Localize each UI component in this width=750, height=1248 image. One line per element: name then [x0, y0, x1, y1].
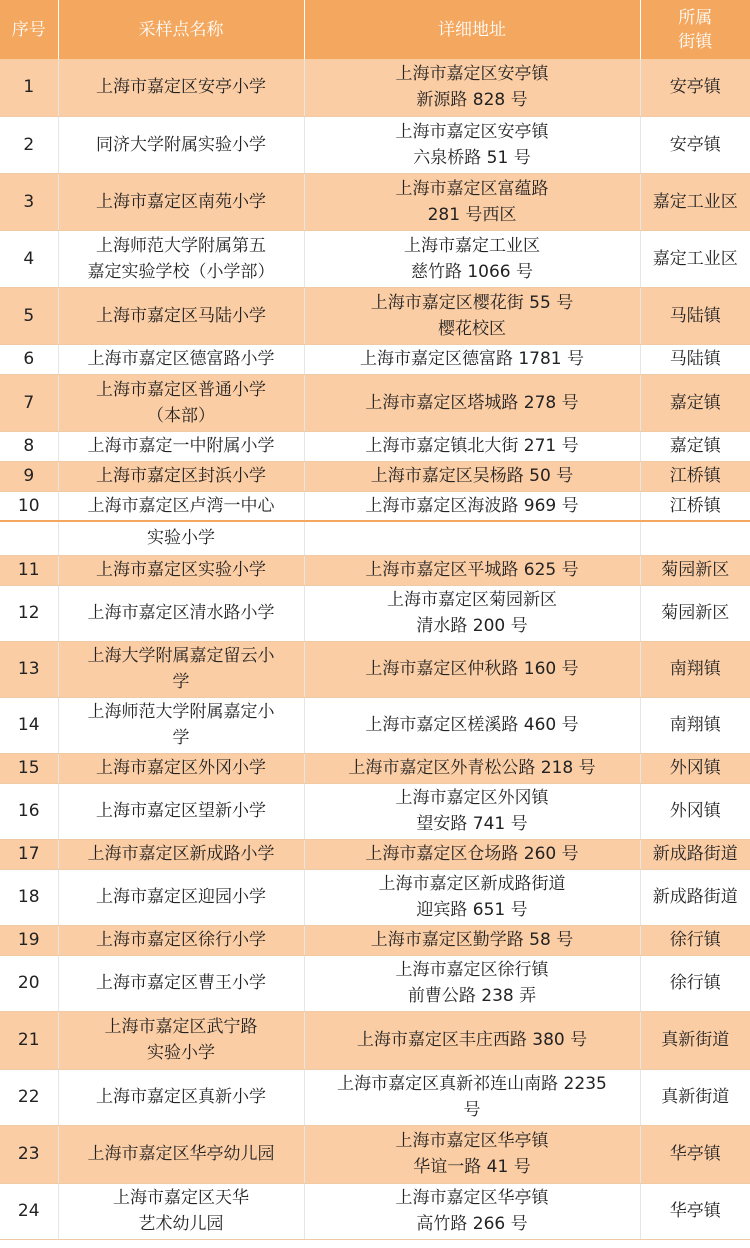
cell-address: 上海市嘉定区樱花街 55 号 樱花校区 — [304, 287, 640, 344]
cell-site-name: 上海市嘉定区新成路小学 — [58, 839, 304, 869]
table-header-row — [0, 0, 750, 59]
cell-address: 上海市嘉定区仓场路 260 号 — [304, 839, 640, 869]
table-row — [0, 783, 750, 839]
cell-town: 南翔镇 — [640, 697, 750, 753]
cell-serial: 24 — [0, 1183, 58, 1239]
table-row — [0, 491, 750, 521]
table-row — [0, 555, 750, 585]
table-row — [0, 955, 750, 1011]
table-body — [0, 59, 750, 1239]
cell-site-name: 上海市嘉定区徐行小学 — [58, 925, 304, 955]
cell-site-name: 上海市嘉定区实验小学 — [58, 555, 304, 585]
cell-address: 上海市嘉定区徐行镇 前曹公路 238 弄 — [304, 955, 640, 1011]
cell-town: 安亭镇 — [640, 59, 750, 116]
cell-serial: 2 — [0, 116, 58, 173]
cell-serial: 13 — [0, 641, 58, 697]
header-address: 详细地址 — [304, 0, 640, 59]
cell-site-name: 上海市嘉定区封浜小学 — [58, 461, 304, 491]
cell-serial: 15 — [0, 753, 58, 783]
cell-serial: 22 — [0, 1069, 58, 1125]
cell-serial: 3 — [0, 173, 58, 230]
table-row — [0, 374, 750, 431]
table-row — [0, 1069, 750, 1125]
cell-address: 上海市嘉定区塔城路 278 号 — [304, 374, 640, 431]
cell-address: 上海市嘉定区德富路 1781 号 — [304, 344, 640, 374]
cell-town: 江桥镇 — [640, 491, 750, 521]
table-row — [0, 230, 750, 287]
table-row — [0, 839, 750, 869]
cell-town: 嘉定镇 — [640, 431, 750, 461]
cell-serial: 9 — [0, 461, 58, 491]
cell-site-name: 上海市嘉定区华亭幼儿园 — [58, 1125, 304, 1183]
cell-address: 上海市嘉定区菊园新区 清水路 200 号 — [304, 585, 640, 641]
cell-serial: 23 — [0, 1125, 58, 1183]
cell-address: 上海市嘉定区外冈镇 望安路 741 号 — [304, 783, 640, 839]
cell-site-name: 上海市嘉定区德富路小学 — [58, 344, 304, 374]
cell-site-name: 上海市嘉定区外冈小学 — [58, 753, 304, 783]
cell-serial: 19 — [0, 925, 58, 955]
cell-town — [640, 521, 750, 555]
table-row — [0, 925, 750, 955]
cell-town: 真新街道 — [640, 1011, 750, 1069]
cell-town: 安亭镇 — [640, 116, 750, 173]
header-town: 所属 街镇 — [640, 0, 750, 59]
cell-address: 上海市嘉定区外青松公路 218 号 — [304, 753, 640, 783]
cell-serial: 21 — [0, 1011, 58, 1069]
table-row — [0, 116, 750, 173]
cell-address: 上海市嘉定区富蕴路 281 号西区 — [304, 173, 640, 230]
cell-town: 马陆镇 — [640, 287, 750, 344]
cell-serial: 11 — [0, 555, 58, 585]
table-row — [0, 344, 750, 374]
cell-address: 上海市嘉定镇北大街 271 号 — [304, 431, 640, 461]
cell-address: 上海市嘉定区仲秋路 160 号 — [304, 641, 640, 697]
cell-site-name: 上海市嘉定区武宁路 实验小学 — [58, 1011, 304, 1069]
cell-serial: 10 — [0, 491, 58, 521]
header-serial: 序号 — [0, 0, 58, 59]
cell-town: 嘉定工业区 — [640, 173, 750, 230]
cell-serial: 1 — [0, 59, 58, 116]
cell-town: 徐行镇 — [640, 955, 750, 1011]
cell-address: 上海市嘉定区吴杨路 50 号 — [304, 461, 640, 491]
cell-address: 上海市嘉定区安亭镇 六泉桥路 51 号 — [304, 116, 640, 173]
cell-serial: 4 — [0, 230, 58, 287]
table-row — [0, 431, 750, 461]
cell-site-name: 上海市嘉定区迎园小学 — [58, 869, 304, 925]
table-row — [0, 461, 750, 491]
table-row — [0, 173, 750, 230]
cell-site-name: 上海市嘉定区真新小学 — [58, 1069, 304, 1125]
cell-town: 新成路街道 — [640, 869, 750, 925]
cell-address: 上海市嘉定区丰庄西路 380 号 — [304, 1011, 640, 1069]
cell-site-name: 实验小学 — [58, 521, 304, 555]
cell-address: 上海市嘉定区平城路 625 号 — [304, 555, 640, 585]
table-row — [0, 1011, 750, 1069]
cell-site-name: 上海市嘉定区曹王小学 — [58, 955, 304, 1011]
cell-site-name: 同济大学附属实验小学 — [58, 116, 304, 173]
cell-serial: 17 — [0, 839, 58, 869]
cell-site-name: 上海市嘉定区普通小学 （本部） — [58, 374, 304, 431]
cell-serial: 12 — [0, 585, 58, 641]
header-site-name: 采样点名称 — [58, 0, 304, 59]
cell-address: 上海市嘉定区华亭镇 高竹路 266 号 — [304, 1183, 640, 1239]
cell-site-name: 上海市嘉定一中附属小学 — [58, 431, 304, 461]
cell-town: 华亭镇 — [640, 1183, 750, 1239]
cell-address: 上海市嘉定区安亭镇 新源路 828 号 — [304, 59, 640, 116]
cell-town: 外冈镇 — [640, 783, 750, 839]
table-row — [0, 1183, 750, 1239]
cell-site-name: 上海师范大学附属第五 嘉定实验学校（小学部） — [58, 230, 304, 287]
cell-serial: 8 — [0, 431, 58, 461]
cell-site-name: 上海市嘉定区马陆小学 — [58, 287, 304, 344]
cell-site-name: 上海市嘉定区天华 艺术幼儿园 — [58, 1183, 304, 1239]
cell-site-name: 上海师范大学附属嘉定小 学 — [58, 697, 304, 753]
cell-town: 菊园新区 — [640, 585, 750, 641]
table-row — [0, 287, 750, 344]
table-row — [0, 641, 750, 697]
table-row — [0, 753, 750, 783]
table-row — [0, 585, 750, 641]
cell-serial: 7 — [0, 374, 58, 431]
table-row — [0, 869, 750, 925]
cell-address: 上海市嘉定区华亭镇 华谊一路 41 号 — [304, 1125, 640, 1183]
cell-address: 上海市嘉定区勤学路 58 号 — [304, 925, 640, 955]
cell-serial: 14 — [0, 697, 58, 753]
cell-town: 菊园新区 — [640, 555, 750, 585]
table-row — [0, 521, 750, 555]
cell-site-name: 上海大学附属嘉定留云小 学 — [58, 641, 304, 697]
cell-town: 外冈镇 — [640, 753, 750, 783]
table-row — [0, 697, 750, 753]
cell-site-name: 上海市嘉定区安亭小学 — [58, 59, 304, 116]
cell-address: 上海市嘉定区槎溪路 460 号 — [304, 697, 640, 753]
cell-serial: 18 — [0, 869, 58, 925]
cell-serial: 16 — [0, 783, 58, 839]
cell-site-name: 上海市嘉定区清水路小学 — [58, 585, 304, 641]
cell-site-name: 上海市嘉定区南苑小学 — [58, 173, 304, 230]
cell-address: 上海市嘉定工业区 慈竹路 1066 号 — [304, 230, 640, 287]
cell-town: 嘉定工业区 — [640, 230, 750, 287]
cell-site-name: 上海市嘉定区望新小学 — [58, 783, 304, 839]
cell-town: 真新街道 — [640, 1069, 750, 1125]
table-row — [0, 1125, 750, 1183]
cell-town: 马陆镇 — [640, 344, 750, 374]
table-row — [0, 59, 750, 116]
cell-town: 嘉定镇 — [640, 374, 750, 431]
cell-address: 上海市嘉定区新成路街道 迎宾路 651 号 — [304, 869, 640, 925]
cell-town: 南翔镇 — [640, 641, 750, 697]
cell-town: 华亭镇 — [640, 1125, 750, 1183]
cell-site-name: 上海市嘉定区卢湾一中心 — [58, 491, 304, 521]
cell-serial: 5 — [0, 287, 58, 344]
cell-serial: 20 — [0, 955, 58, 1011]
cell-serial — [0, 521, 58, 555]
cell-town: 新成路街道 — [640, 839, 750, 869]
cell-address: 上海市嘉定区海波路 969 号 — [304, 491, 640, 521]
cell-serial: 6 — [0, 344, 58, 374]
cell-town: 江桥镇 — [640, 461, 750, 491]
cell-town: 徐行镇 — [640, 925, 750, 955]
cell-address — [304, 521, 640, 555]
cell-address: 上海市嘉定区真新祁连山南路 2235 号 — [304, 1069, 640, 1125]
